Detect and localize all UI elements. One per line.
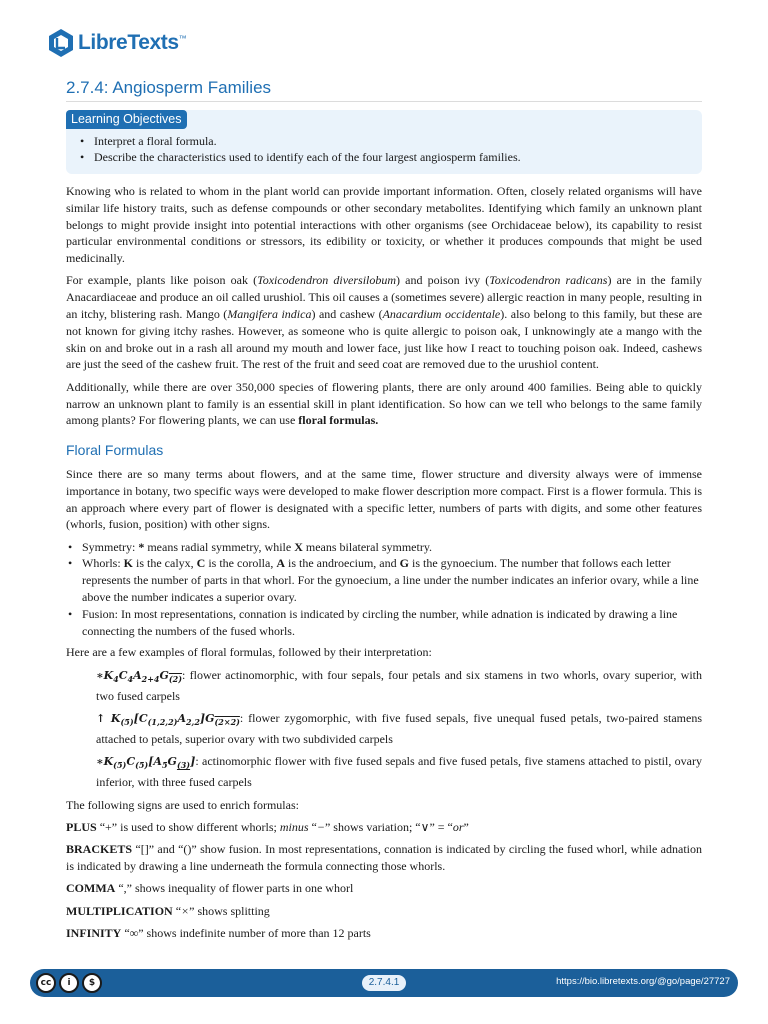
noncommercial-icon: $ <box>82 973 102 993</box>
sign-comma: COMMA “,” shows inequality of flower parts in one whorl <box>66 881 354 896</box>
formula-notation-list <box>66 539 702 640</box>
formula-example-1: $∗K_4C_4A_{2+4}G_{(2)}$: flower actinomorphic, with four sepals, four petals and six stamens in two whorls, ovary superior, with two fused carpels <box>96 667 702 703</box>
sign-multiplication: MULTIPLICATION “×” shows splitting <box>66 903 270 918</box>
list-item-fusion: • Fusion: In most representations, connation is indicated by circling the number, while adnation is indicated by drawing a line connecting the numbers of the fused whorls. <box>68 606 702 640</box>
intro-paragraph-3: Additionally, while there are over 350,000 species of flowering plants, there are only around 400 families. Being able to quickly narrow an unknown plant to family is an essential skill in plant identification. So how can we tell who belongs to the same family among plants? For flowering plants, we can use floral formulas. <box>66 379 702 428</box>
list-item-symmetry: • Symmetry: * means radial symmetry, while X means bilateral symmetry. <box>68 539 702 556</box>
examples-intro: Here are a few examples of floral formulas, followed by their interpretation: <box>66 645 432 660</box>
sign-infinity: INFINITY “∞” shows indefinite number of more than 12 parts <box>66 925 371 940</box>
license-badge[interactable] <box>36 973 102 993</box>
page-url-link[interactable]: https://bio.libretexts.org/@go/page/27727 <box>556 976 730 987</box>
floral-formula: $∗K_{(5)}C_{(5)}[A_5G_{(3)}]$ <box>96 755 196 771</box>
species-name: Toxicodendron diversilobum <box>257 273 397 288</box>
list-item: • Describe the characteristics used to identify each of the four largest angiosperm families. <box>80 149 680 165</box>
intro-paragraph-2: For example, plants like poison oak (Toxicodendron diversilobum) and poison ivy (Toxicodendron radicans) are in the family Anacardiaceae and produce an oil called urushiol. This oil causes a (sometimes severe) allergic reaction in many people, resulting in an itchy, blistering rash. Mango (Mangifera indica) and cashew (Anacardium occidentale). also belong to this family, but these are not known for giving itchy rashes. However, as someone who is quite allergic to poison oak, I unknowingly ate a mango with the skin on and broke out in a rash all around my mouth and lower face, just like how I react to touching poison oak. Indeed, cashews are just the seed of the cashew fruit. The rest of the fruit and seed coat are removed due to the urushiol content. <box>66 273 703 372</box>
libretexts-wordmark: LibreTexts™ <box>78 31 187 54</box>
floral-formula: ↑ $K_{(5)}[C_{(1,2,2)}A_{2,2}]G_{(2\times 2)}$ <box>96 712 240 728</box>
species-name: Toxicodendron radicans <box>489 273 608 288</box>
formula-example-2: ↑ $K_{(5)}[C_{(1,2,2)}A_{2,2}]G_{(2\times 2)}$: flower zygomorphic, with five fused sepals, five unequal fused petals, two-paired stamens attached to petals, superior ovary with two subdivided carpels <box>96 711 702 746</box>
main-content <box>66 183 702 947</box>
formula-example-3: $∗K_{(5)}C_{(5)}[A_5G_{(3)}]$: actinomorphic flower with five fused sepals and five fused petals, five stamens attached to pistil, ovary inferior, with three fused carpels <box>96 754 702 790</box>
sign-plus: PLUS “+” is used to show different whorls; minus “−” shows variation; “∨” = “or” <box>66 819 469 834</box>
learning-objectives-list <box>80 133 680 165</box>
page-number-badge: 2.7.4.1 <box>362 975 406 991</box>
floral-formula: $∗K_4C_4A_{2+4}G_{(2)}$ <box>96 668 183 684</box>
species-name: Anacardium occidentale <box>382 307 501 322</box>
attribution-icon: i <box>59 973 79 993</box>
signs-intro: The following signs are used to enrich formulas: <box>66 797 299 812</box>
list-item-whorls: • Whorls: K is the calyx, C is the corolla, A is the androecium, and G is the gynoecium. The number that follows each letter represents the number of parts in that whorl. For the gynoecium, a line under the number indicates an inferior ovary, while a line above the number indicates a superior ovary. <box>68 555 702 605</box>
title-divider <box>66 101 702 102</box>
cc-icon: cc <box>36 973 56 993</box>
libretexts-logo[interactable] <box>46 28 186 58</box>
page-title: 2.7.4: Angiosperm Families <box>66 78 272 97</box>
list-item: • Interpret a floral formula. <box>80 133 680 149</box>
section-heading-floral-formulas: Floral Formulas <box>66 442 164 459</box>
intro-paragraph-1: Knowing who is related to whom in the plant world can provide important information. Often, closely related organisms will have similar life history traits, such as defense compounds or other secondary metabolites. Identifying which family an unknown plant belongs to might provide insight into potential interactions with other organisms (see Orchidaceae below), its capability to resist particular environmental conditions or stressors, its edibility or toxicity, or whether it produces compounds that might be used medicinally. <box>66 184 702 266</box>
species-name: Mangifera indica <box>227 307 312 322</box>
libretexts-hex-icon <box>46 28 76 58</box>
floral-formulas-paragraph: Since there are so many terms about flowers, and at the same time, flower structure and diversity always were of immense importance in botany, two specific ways were developed to make flower description more compact. First is a flower formula. This is an approach where every part of flower is designated with a specific letter, numbers of parts with digits, and some other features (whorls, fusion, position) with other signs. <box>66 466 702 532</box>
learning-objectives-header: Learning Objectives <box>66 110 187 129</box>
sign-brackets: BRACKETS “[]” and “()” show fusion. In most representations, connation is indicated by circling the fused whorl, while adnation is indicated by drawing a line underneath the formula connecting those whorls. <box>66 842 702 873</box>
